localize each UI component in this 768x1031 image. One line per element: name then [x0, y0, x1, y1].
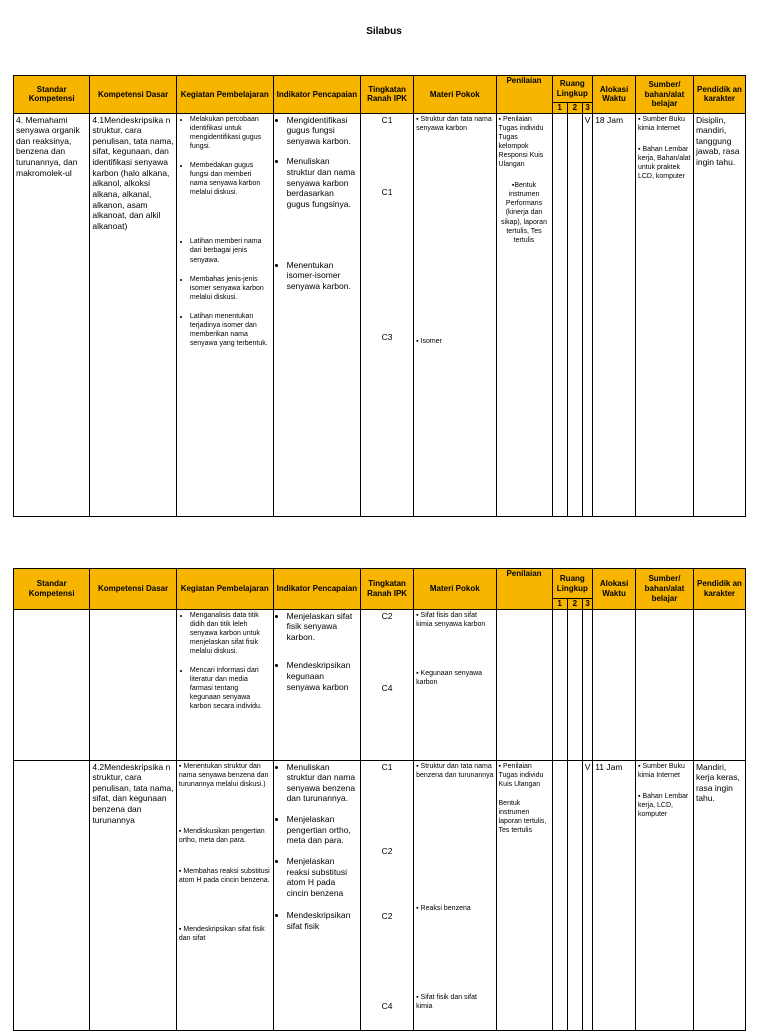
materi-item: ▪ Reaksi benzena: [416, 904, 493, 913]
header-ruang-1: 1: [552, 103, 567, 114]
header-kompetensi: Kompetensi Dasar: [90, 569, 177, 610]
header-ruang-2: 2: [567, 599, 582, 610]
materi-cell: [414, 113, 496, 516]
tingkatan-value: C2: [381, 846, 393, 857]
ruang-3-cell: V: [583, 113, 593, 516]
penilaian-cell: [496, 760, 552, 1030]
ruang-2-cell: [567, 113, 582, 516]
header-ruang: Ruang Lingkup: [552, 76, 593, 103]
sumber-item: ▪ Sumber Buku kimia Internet: [638, 762, 691, 780]
header-sumber: Sumber/ bahan/alat belajar: [635, 76, 693, 114]
tingkatan-value: C3: [381, 331, 393, 342]
header-sumber: Sumber/ bahan/alat belajar: [635, 569, 693, 610]
standar-kompetensi-cell: [14, 760, 90, 1030]
sumber-item: ▪ Sumber Buku kimia Internet: [638, 115, 691, 133]
bahan-item: ▪ Bahan Lembar kerja, Bahan/alat untuk praktek LCD, komputer: [638, 145, 691, 181]
header-standar: Standar Kompetensi: [14, 76, 90, 114]
penilaian-bentuk: Bentuk instrumen laporan tertulis, Tes tertulis: [498, 799, 547, 835]
pendidikan-karakter-cell: [693, 609, 745, 760]
header-alokasi: Alokasi Waktu: [593, 569, 636, 610]
standar-kompetensi-cell: 4. Memahami senyawa organik dan reaksinya, benzena dan turunannya, dan makromolek-ul: [14, 113, 90, 516]
kegiatan-cell: [176, 113, 273, 516]
kompetensi-dasar-cell: [90, 609, 177, 760]
kegiatan-item: ▪ Mendeskripsikan sifat fisik dan sifat: [179, 925, 271, 943]
kegiatan-item: • Membahas jenis-jenis isomer senyawa karbon melalui diskusi.: [190, 275, 271, 302]
materi-item: ▪ Sifat fisis dan sifat kimia senyawa karbon: [416, 611, 493, 629]
kegiatan-item: • Membedakan gugus fungsi dan memberi nama senyawa karbon melalui diskusi.: [190, 161, 271, 197]
header-penilaian: Penilaian: [496, 569, 552, 610]
materi-cell: [414, 760, 496, 1030]
header-ruang-3: 3: [583, 599, 593, 610]
indikator-item: • Mendeskripsikan kegunaan senyawa karbon: [287, 660, 359, 692]
penilaian-teknik: ▪ Penilaian Tugas individu Tugas kelompok Responsi Kuis Ulangan: [499, 115, 550, 170]
header-tingkatan: Tingkatan Ranah IPK: [361, 76, 414, 114]
tingkatan-value: C1: [381, 114, 393, 125]
tingkatan-value: C4: [381, 1001, 393, 1012]
penilaian-cell: [496, 113, 552, 516]
materi-item: ▪ Struktur dan tata nama senyawa karbon: [416, 115, 493, 133]
page-title: Silabus: [366, 26, 402, 37]
indikator-item: • Menentukan isomer-isomer senyawa karbon.: [287, 260, 359, 292]
pendidikan-karakter-cell: Disiplin, mandiri, tanggung jawab, rasa ingin tahu.: [693, 113, 745, 516]
tingkatan-value: C1: [381, 187, 393, 198]
tingkatan-value: C4: [381, 683, 393, 694]
ruang-3-cell: V: [583, 760, 593, 1030]
kegiatan-item: • Latihan memberi nama dari berbagai jenis senyawa.: [190, 237, 271, 264]
kegiatan-item: • Menganalisis data titik didih dan titik leleh senyawa karbon untuk menjelaskan sifat fisik melalui diskusi.: [190, 611, 271, 656]
ruang-1-cell: [552, 609, 567, 760]
header-tingkatan: Tingkatan Ranah IPK: [361, 569, 414, 610]
header-materi: Materi Pokok: [414, 569, 496, 610]
kegiatan-item: ▪ Menentukan struktur dan nama senyawa benzena dan turunannya melalui diskusi.): [179, 762, 271, 789]
header-kegiatan: Kegiatan Pembelajaran: [176, 76, 273, 114]
header-penilaian: Penilaian: [496, 76, 552, 114]
indikator-item: • Menjelaskan pengertian ortho, meta dan para.: [287, 814, 359, 846]
sumber-cell: [635, 609, 693, 760]
tingkatan-cell: [361, 113, 414, 516]
ruang-2-cell: [567, 760, 582, 1030]
header-indikator: Indikator Pencapaian: [273, 569, 361, 610]
penilaian-bentuk: ▪Bentuk instrumen Performans (kinerja dan sikap), laporan tertulis, Tes tertulis: [501, 182, 547, 244]
header-kompetensi: Kompetensi Dasar: [90, 76, 177, 114]
header-indikator: Indikator Pencapaian: [273, 76, 361, 114]
indikator-cell: [273, 113, 361, 516]
materi-item: ▪ Kegunaan senyawa karbon: [416, 669, 493, 687]
kegiatan-item: • Melakukan percobaan identifikasi untuk mengidentifikasi gugus fungsi.: [190, 115, 271, 151]
header-ruang: Ruang Lingkup: [552, 569, 593, 599]
indikator-item: • Menuliskan struktur dan nama senyawa karbon berdasarkan gugus fungsinya.: [287, 156, 359, 209]
kompetensi-dasar-cell: 4.1Mendeskripsika n struktur, cara penulisan, tata nama, sifat, kegunaan, dan identifikasi senyawa karbon (halo alkana, alkanol, alkoksi alkana, alkanal, alkanon, asam alkanoat, dan alkil alkanoat): [90, 113, 177, 516]
ruang-1-cell: [552, 760, 567, 1030]
kegiatan-item: ▪ Mendiskusikan pengertian ortho, meta dan para.: [179, 827, 271, 845]
pendidikan-karakter-cell: Mandiri, kerja keras, rasa ingin tahu.: [693, 760, 745, 1030]
alokasi-cell: 18 Jam: [593, 113, 636, 516]
kegiatan-item: ▪ Membahas reaksi substitusi atom H pada cincin benzena.: [179, 867, 271, 885]
indikator-cell: [273, 609, 361, 760]
alokasi-cell: [593, 609, 636, 760]
penilaian-teknik: ▪ Penilaian Tugas individu Kuis Ulangan: [499, 762, 550, 789]
indikator-item: • Menuliskan struktur dan nama senyawa benzena dan turunannya.: [287, 762, 359, 805]
header-kegiatan: Kegiatan Pembelajaran: [176, 569, 273, 610]
kompetensi-dasar-cell: 4.2Mendeskripsika n struktur, cara penulisan, tata nama, sifat, dan kegunaan benzena dan turunannya: [90, 760, 177, 1030]
header-pendidikan: Pendidik an karakter: [693, 76, 745, 114]
indikator-cell: [273, 760, 361, 1030]
sumber-cell: [635, 760, 693, 1030]
tingkatan-value: C2: [381, 910, 393, 921]
header-ruang-1: 1: [552, 599, 567, 610]
materi-item: ▪ Isomer: [416, 337, 493, 346]
indikator-item: • Mendeskripsikan sifat fisik: [287, 910, 359, 931]
header-materi: Materi Pokok: [414, 76, 496, 114]
materi-cell: [414, 609, 496, 760]
header-pendidikan: Pendidik an karakter: [693, 569, 745, 610]
kegiatan-item: • Mencari informasi dari literatur dan media farmasi tentang kegunaan senyawa karbon secara individu.: [190, 666, 271, 711]
indikator-item: • Mengidentifikasi gugus fungsi senyawa karbon.: [287, 115, 359, 147]
syllabus-table-2: [13, 568, 746, 1031]
indikator-item: • Menjelaskan sifat fisik senyawa karbon.: [287, 611, 359, 643]
ruang-1-cell: [552, 113, 567, 516]
header-alokasi: Alokasi Waktu: [593, 76, 636, 114]
header-ruang-2: 2: [567, 103, 582, 114]
ruang-3-cell: [583, 609, 593, 760]
kegiatan-item: • Latihan menentukan terjadinya isomer dan memberikan nama senyawa yang terbentuk.: [190, 312, 271, 348]
indikator-item: • Menjelaskan reaksi substitusi atom H pada cincin benzena: [287, 856, 359, 899]
materi-item: ▪ Sifat fisik dan sifat kimia: [416, 993, 493, 1011]
ruang-2-cell: [567, 609, 582, 760]
tingkatan-value: C1: [381, 761, 393, 772]
materi-item: ▪ Struktur dan tata nama benzena dan turunannya: [416, 762, 493, 780]
tingkatan-value: C2: [381, 610, 393, 621]
standar-kompetensi-cell: [14, 609, 90, 760]
sumber-cell: [635, 113, 693, 516]
tingkatan-cell: [361, 760, 414, 1030]
penilaian-cell: [496, 609, 552, 760]
header-ruang-3: 3: [583, 103, 593, 114]
alokasi-cell: 11 Jam: [593, 760, 636, 1030]
kegiatan-cell: [176, 760, 273, 1030]
tingkatan-cell: [361, 609, 414, 760]
syllabus-table-1: [13, 75, 746, 517]
bahan-item: ▪ Bahan Lembar kerja, LCD, komputer: [638, 792, 691, 819]
header-standar: Standar Kompetensi: [14, 569, 90, 610]
kegiatan-cell: [176, 609, 273, 760]
